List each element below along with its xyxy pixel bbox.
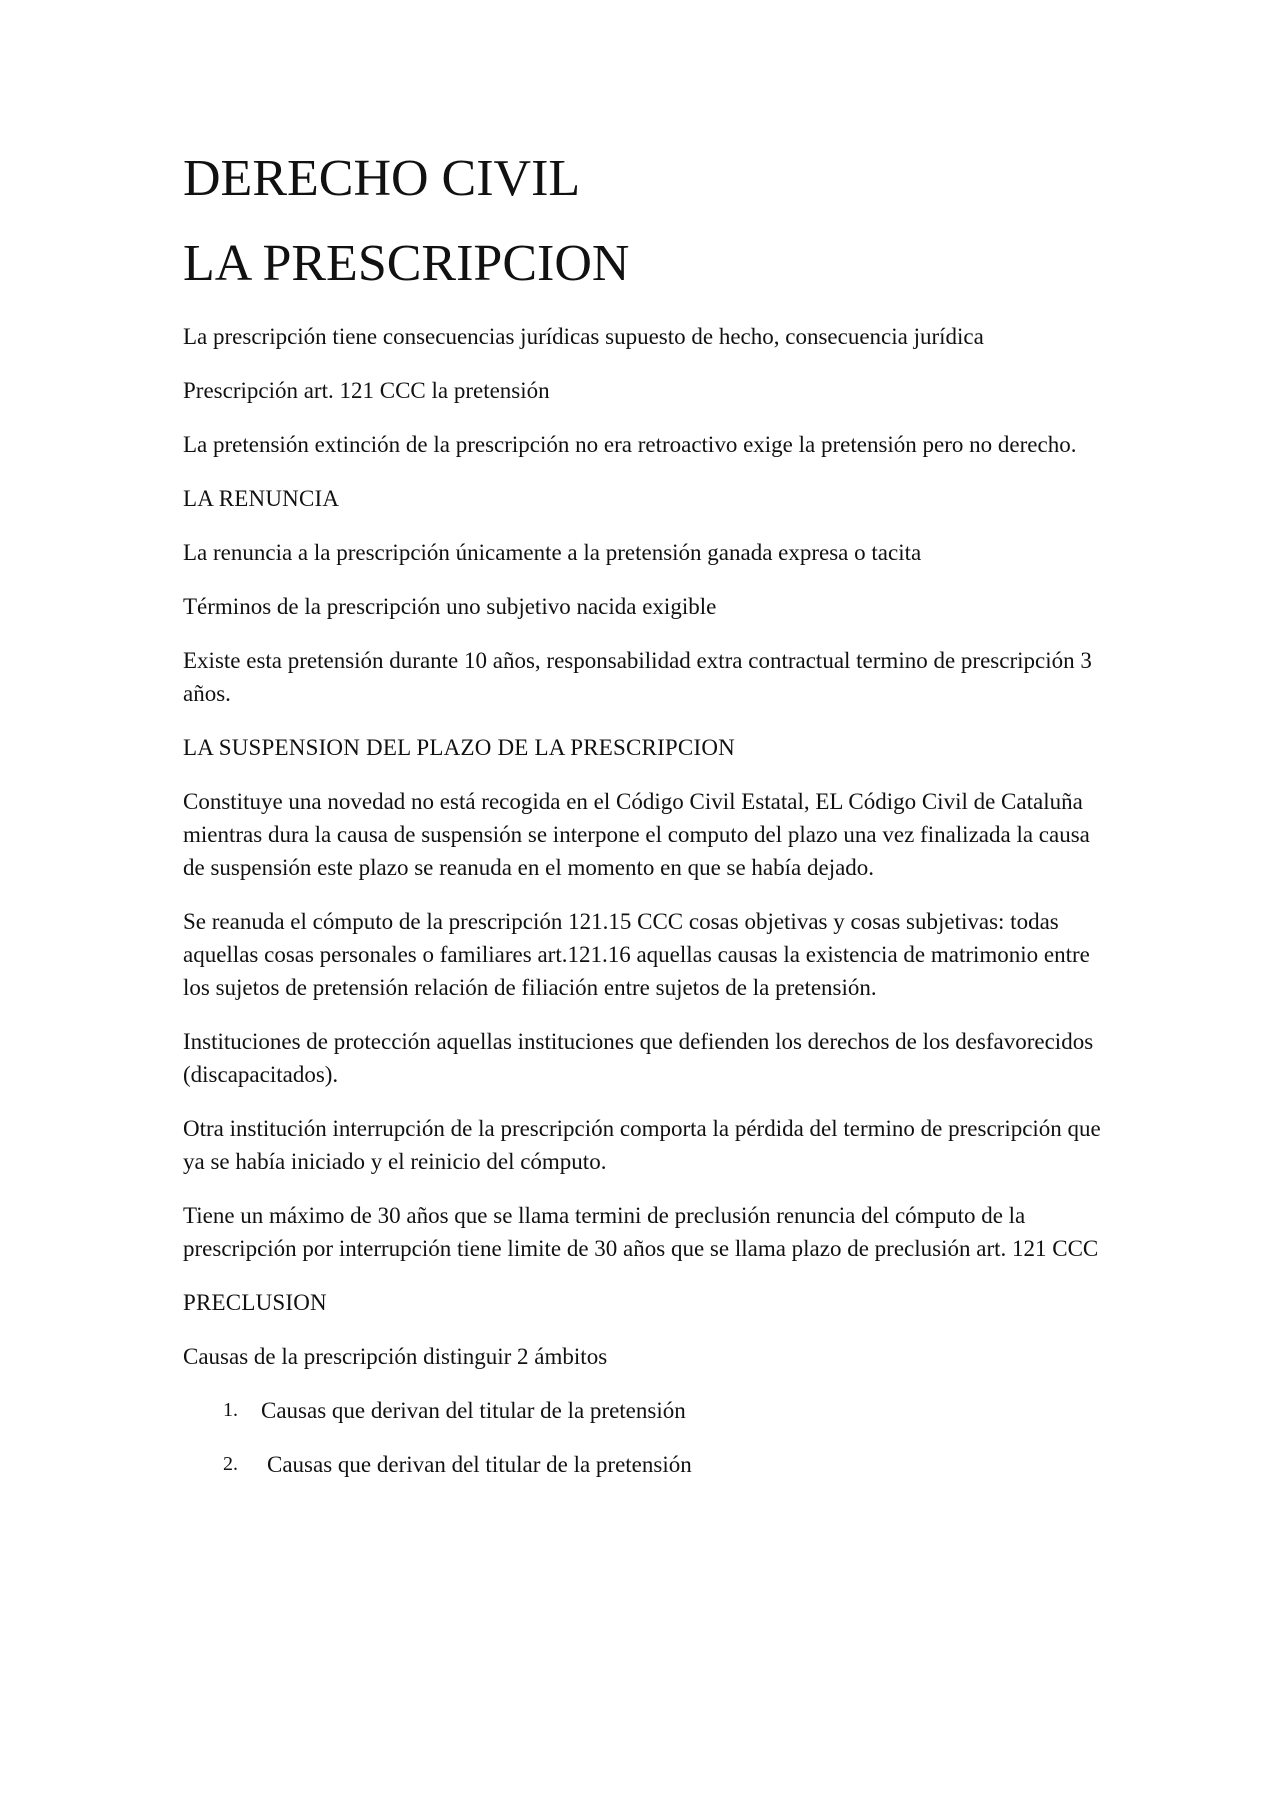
paragraph: Causas de la prescripción distinguir 2 ámbitos <box>183 1344 608 1370</box>
paragraph: Tiene un máximo de 30 años que se llama termini de preclusión renuncia del cómputo de la prescripción por interrupción tiene limite de 30 años que se llama plazo de preclusión art. 121 CCC <box>183 1203 1099 1262</box>
list-item <box>223 1394 1113 1427</box>
paragraph: La prescripción tiene consecuencias jurídicas supuesto de hecho, consecuencia jurídica <box>183 324 984 350</box>
paragraph: Se reanuda el cómputo de la prescripción 121.15 CCC cosas objetivas y cosas subjetivas: todas aquellas cosas personales o familiares art.121.16 aquellas causas la existencia de matrimonio entre los sujetos de pretensión relación de filiación entre sujetos de la pretensión. <box>183 909 1090 1001</box>
section-heading-suspension: LA SUSPENSION DEL PLAZO DE LA PRESCRIPCION <box>183 735 735 761</box>
paragraph: Constituye una novedad no está recogida en el Código Civil Estatal, EL Código Civil de Cataluña mientras dura la causa de suspensión se interpone el computo del plazo una vez finalizada la causa de suspensión este plazo se reanuda en el momento en que se había dejado. <box>183 789 1090 881</box>
paragraph: La pretensión extinción de la prescripción no era retroactivo exige la pretensión pero no derecho. <box>183 432 1077 458</box>
paragraph: Términos de la prescripción uno subjetivo nacida exigible <box>183 594 717 620</box>
paragraph: Otra institución interrupción de la prescripción comporta la pérdida del termino de prescripción que ya se había iniciado y el reinicio del cómputo. <box>183 1116 1101 1175</box>
list-item-text: Causas que derivan del titular de la pretensión <box>261 1398 686 1424</box>
document-title-line-2: LA PRESCRIPCION <box>183 235 630 293</box>
list-item-number: 2. <box>223 1453 238 1476</box>
document-body <box>183 150 1113 1502</box>
paragraph: Instituciones de protección aquellas instituciones que defienden los derechos de los desfavorecidos (discapacitados). <box>183 1029 1094 1088</box>
paragraph: La renuncia a la prescripción únicamente a la pretensión ganada expresa o tacita <box>183 540 922 566</box>
list-item <box>223 1448 1113 1481</box>
paragraph: Prescripción art. 121 CCC la pretensión <box>183 378 550 404</box>
section-heading-renuncia: LA RENUNCIA <box>183 486 340 512</box>
numbered-list <box>183 1394 1113 1481</box>
document-title-line-1: DERECHO CIVIL <box>183 150 581 207</box>
paragraph: Existe esta pretensión durante 10 años, responsabilidad extra contractual termino de prescripción 3 años. <box>183 648 1092 707</box>
list-item-number: 1. <box>223 1399 238 1422</box>
section-heading-preclusion: PRECLUSION <box>183 1290 327 1316</box>
list-item-text: Causas que derivan del titular de la pretensión <box>267 1452 692 1478</box>
